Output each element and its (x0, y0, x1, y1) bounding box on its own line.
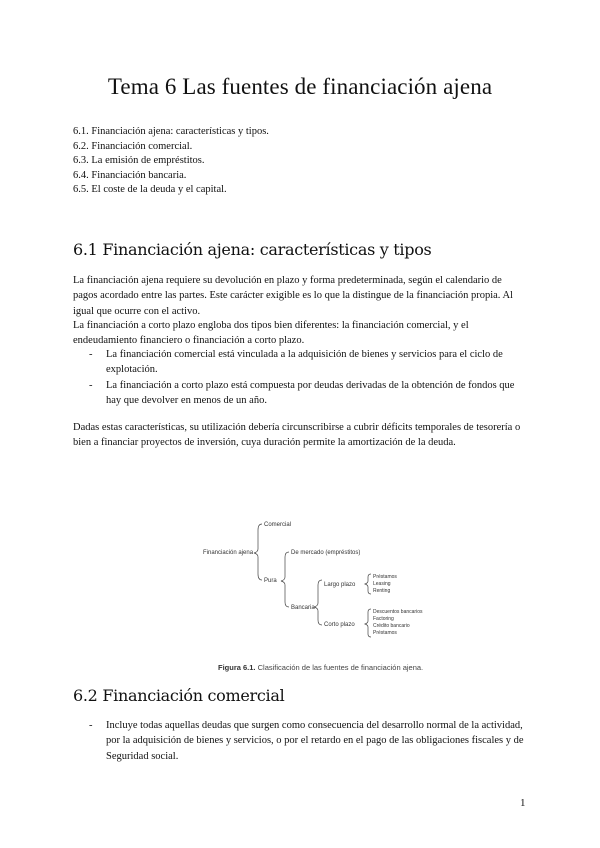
section-1-heading: 6.1 Financiación ajena: características y tipos (73, 240, 432, 259)
classification-diagram (178, 498, 430, 656)
page-title: Tema 6 Las fuentes de financiación ajena (107, 74, 493, 99)
figure-caption-label: Figura 6.1. (218, 663, 256, 672)
page-number: 1 (520, 797, 526, 809)
figure-caption-text: Clasificación de las fuentes de financiación ajena. (257, 663, 424, 672)
diagram-leaf-largo: Renting (373, 588, 391, 594)
list-item (73, 718, 528, 764)
diagram-leaf-largo: Leasing (373, 581, 391, 587)
diagram-leaf-corto: Crédito bancario (373, 623, 410, 629)
diagram-node-root: Financiación ajena (203, 550, 254, 556)
list-item-text: Incluye todas aquellas deudas que surgen como consecuencia del desarrollo normal de la actividad, por la adquisición de bienes y servicios, o por el retardo en el pago de las obligaciones fiscales y de Seguridad social. (106, 720, 524, 762)
toc-item: 6.3. La emisión de empréstitos. (73, 155, 205, 166)
section-1-bullet-list (73, 347, 528, 408)
diagram-leaf-largo: Préstamos (373, 574, 397, 580)
toc-item: 6.5. El coste de la deuda y el capital. (73, 184, 227, 195)
table-of-contents (73, 125, 269, 198)
figure-caption (218, 663, 423, 672)
diagram-node-pura: Pura (264, 578, 277, 584)
diagram-node-comercial: Comercial (264, 522, 292, 528)
section-1-paragraph-3: Dadas estas características, su utilización debería circunscribirse a cubrir déficits temporales de tesorería o bien a financiar proyectos de inversión, cuya duración permite la amortización de la deuda. (73, 422, 521, 449)
list-item (73, 347, 528, 378)
diagram-node-bancaria: Bancaria (291, 605, 315, 611)
toc-item: 6.2. Financiación comercial. (73, 140, 193, 152)
list-item-text: La financiación comercial está vinculada a la adquisición de bienes y servicios para el ciclo de explotación. (106, 349, 503, 376)
bullet-dash: - (89, 720, 93, 731)
classification-figure (178, 498, 430, 656)
section-1-paragraph-1: La financiación ajena requiere su devolución en plazo y forma predeterminada, según el calendario de pagos acordado entre las partes. Este carácter exigible es lo que la distingue de la financiación propia. Al igual que ocurre con el activo. (73, 275, 513, 317)
bullet-dash: - (89, 349, 93, 360)
bullet-dash: - (89, 379, 93, 391)
toc-item: 6.4. Financiación bancaria. (73, 169, 187, 181)
diagram-node-largo-plazo: Largo plazo (324, 582, 356, 588)
diagram-leaf-corto: Préstamos (373, 630, 397, 636)
section-1-paragraph-2: La financiación a corto plazo engloba dos tipos bien diferentes: la financiación comercial, y el endeudamiento financiero o financiación a corto plazo. (73, 320, 469, 347)
toc-item: 6.1. Financiación ajena: características y tipos. (73, 126, 269, 137)
section-2-bullet-list (73, 718, 528, 764)
diagram-leaf-corto: Factoring (373, 616, 394, 622)
section-2-heading: 6.2 Financiación comercial (73, 686, 285, 705)
list-item (73, 378, 528, 409)
diagram-node-corto-plazo: Corto plazo (324, 622, 355, 628)
diagram-leaf-corto: Descuentos bancarios (373, 609, 423, 615)
diagram-node-mercado: De mercado (empréstitos) (291, 550, 361, 556)
list-item-text: La financiación a corto plazo está compuesta por deudas derivadas de la obtención de fondos que hay que devolver en menos de un año. (106, 379, 515, 406)
